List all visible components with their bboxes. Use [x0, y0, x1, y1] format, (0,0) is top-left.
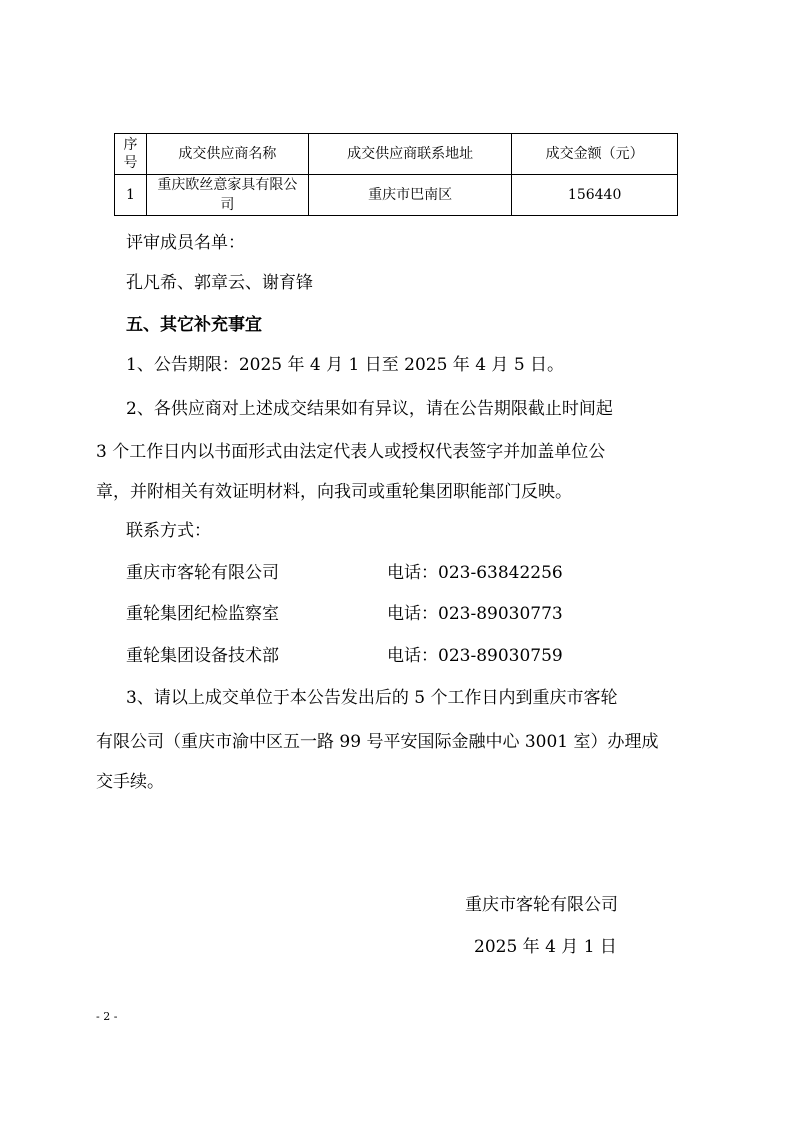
signature-date: 2025 年 4 月 1 日 — [474, 937, 617, 957]
header-supplier-address: 成交供应商联系地址 — [308, 134, 511, 175]
page-number: - 2 - — [96, 1010, 118, 1023]
item-2-line-3: 章，并附相关有效证明材料，向我司或重轮集团职能部门反映。 — [96, 482, 572, 502]
contact-phone: 电话：023-89030759 — [387, 646, 563, 666]
table-row — [115, 175, 678, 216]
header-amount: 成交金额（元） — [512, 134, 678, 175]
header-supplier-name: 成交供应商名称 — [146, 134, 308, 175]
header-seq: 序 号 — [115, 134, 147, 175]
table-header-row — [115, 134, 678, 175]
item-1: 1、公告期限：2025 年 4 月 1 日至 2025 年 4 月 5 日。 — [126, 355, 565, 375]
section-title: 五、其它补充事宜 — [126, 315, 262, 335]
cell-supplier-address: 重庆市巴南区 — [308, 175, 511, 216]
cell-amount: 156440 — [512, 175, 678, 216]
contact-phone: 电话：023-63842256 — [387, 563, 563, 583]
review-members: 孔凡希、郭章云、谢育锋 — [126, 273, 313, 293]
item-2-line-1: 2、各供应商对上述成交结果如有异议，请在公告期限截止时间起 — [126, 399, 613, 419]
item-3-line-1: 3、请以上成交单位于本公告发出后的 5 个工作日内到重庆市客轮 — [126, 688, 618, 708]
result-table — [114, 133, 678, 216]
item-2-line-2: 3 个工作日内以书面形式由法定代表人或授权代表签字并加盖单位公 — [96, 442, 606, 462]
contact-label: 联系方式： — [126, 521, 211, 541]
signature-company: 重庆市客轮有限公司 — [465, 895, 618, 915]
contact-name: 重庆市客轮有限公司 — [126, 563, 279, 583]
contact-name: 重轮集团纪检监察室 — [126, 604, 279, 624]
item-3-line-3: 交手续。 — [96, 772, 164, 792]
contact-phone: 电话：023-89030773 — [387, 604, 563, 624]
cell-seq: 1 — [115, 175, 147, 216]
contact-name: 重轮集团设备技术部 — [126, 646, 279, 666]
item-3-line-2: 有限公司（重庆市渝中区五一路 99 号平安国际金融中心 3001 室）办理成 — [96, 732, 659, 752]
cell-supplier-name: 重庆欧丝意家具有限公司 — [146, 175, 308, 216]
review-label: 评审成员名单： — [126, 233, 245, 253]
